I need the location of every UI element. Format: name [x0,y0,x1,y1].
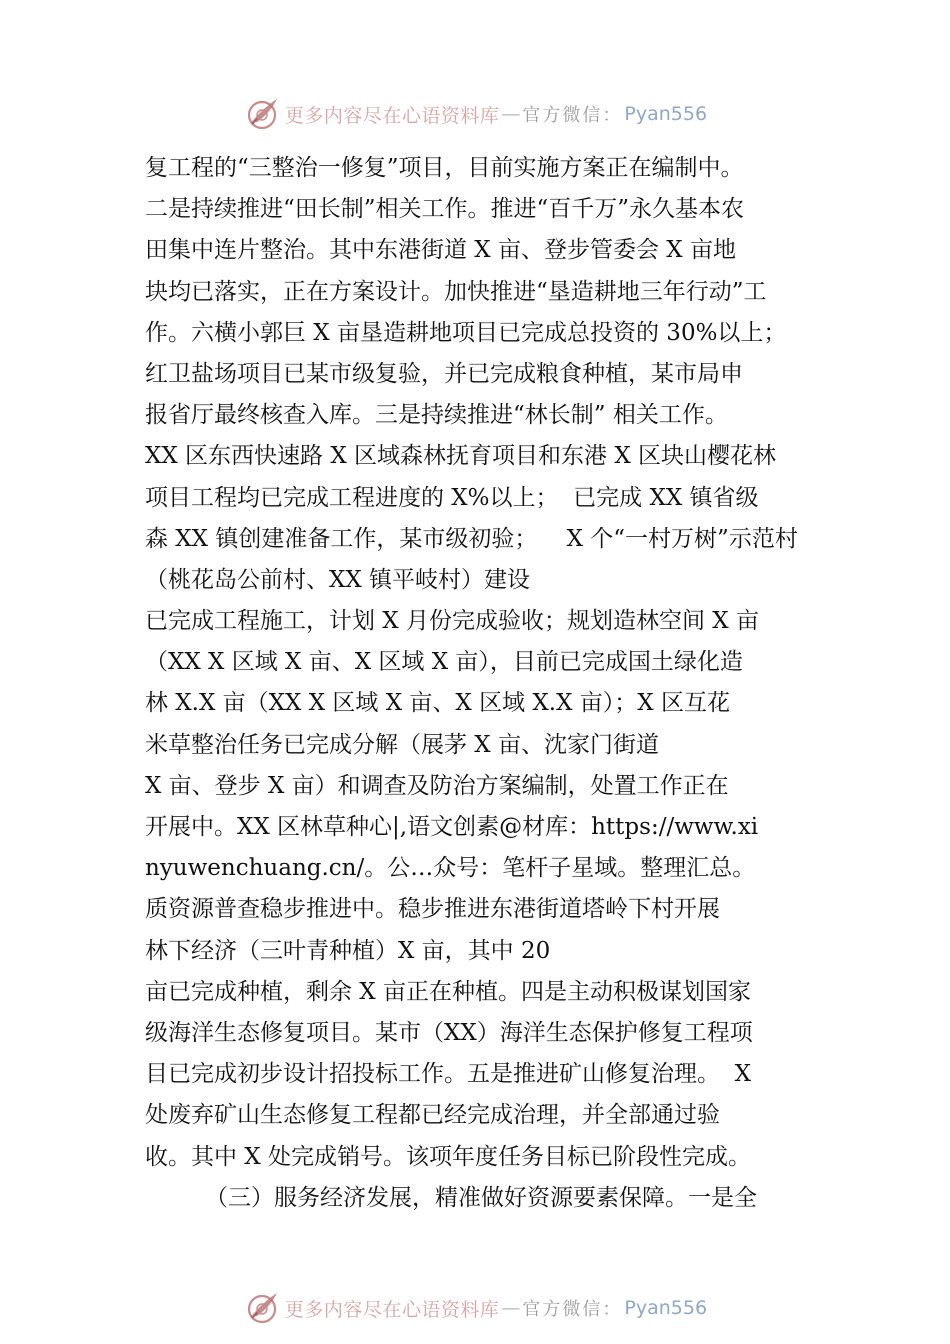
text-line-7: 报省厅最终核查入库。三是持续推进“林长制” 相关工作。 [145,402,728,429]
text-line-23: 目已完成初步设计招投标工作。五是推进矿山修复治理。 X [145,1061,751,1088]
banner-brand-text: 更多内容尽在心语资料库 [284,1298,500,1321]
document-body [145,148,845,1219]
text-line-18: nyuwenchuang.cn/。公…众号：笔杆子星域。整理汇总。 [145,855,756,882]
section-heading-3: （三）服务经济发展，精准做好资源要素保障。一是全 [205,1184,757,1211]
text-line-5: 作。六横小郭巨 X 亩垦造耕地项目已完成总投资的 30%以上； [145,319,787,346]
quill-pen-logo-icon [243,95,281,133]
text-line-12: 已完成工程施工，计划 X 月份完成验收；规划造林空间 X 亩 [145,608,759,635]
text-line-14: 林 X.X 亩（XX X 区域 X 亩、X 区域 X.X 亩）；X 区互花 [145,690,730,717]
banner-separator: — [501,1297,521,1319]
text-line-22: 级海洋生态修复项目。某市（XX）海洋生态保护修复工程项 [145,1019,753,1046]
text-line-15: 米草整治任务已完成分解（展茅 X 亩、沈家门街道 [145,731,659,758]
banner-brand-text: 更多内容尽在心语资料库 [284,104,500,127]
text-line-19: 质资源普查稳步推进中。稳步推进东港街道塔岭下村开展 [145,896,720,923]
text-line-21: 亩已完成种植，剩余 X 亩正在种植。四是主动积极谋划国家 [145,978,751,1005]
banner-separator: — [501,103,521,125]
banner-official-label: 官方微信： [522,105,623,126]
text-line-24: 处废弃矿山生态修复工程都已经完成治理，并全部通过验 [145,1102,720,1129]
banner-account-id: Pyan556 [624,1297,708,1319]
quill-pen-logo-icon [243,1289,281,1327]
text-line-8: XX 区东西快速路 X 区域森林抚育项目和东港 X 区块山樱花林 [145,443,777,470]
text-line-11: （桃花岛公前村、XX 镇平岐村）建设 [145,566,531,593]
text-line-6: 红卫盐场项目已某市级复验，并已完成粮食种植，某市局申 [145,360,743,387]
banner-official-label: 官方微信： [522,1299,623,1320]
text-line-3: 田集中连片整治。其中东港街道 X 亩、登步管委会 X 亩地 [145,237,736,264]
text-line-10: 森 XX 镇创建准备工作，某市级初验； X 个“一村万树”示范村 [145,525,798,552]
text-line-13: （XX X 区域 X 亩、X 区域 X 亩），目前已完成国土绿化造 [145,649,743,676]
text-line-20: 林下经济（三叶青种植）X 亩，其中 20 [145,937,551,964]
text-line-4: 块均已落实，正在方案设计。加快推进“垦造耕地三年行动”工 [145,278,767,305]
text-line-2: 二是持续推进“田长制”相关工作。推进“百千万”永久基本农 [145,196,745,223]
header-banner [0,94,950,134]
text-line-9: 项目工程均已完成工程进度的 X%以上； 已完成 XX 镇省级 [145,484,759,511]
text-line-17: 开展中。XX 区林草种心|,语文创素@材库：https://www.xi [145,814,759,840]
text-line-1: 复工程的“三整治一修复”项目，目前实施方案正在编制中。 [145,155,744,181]
text-line-16: X 亩、登步 X 亩）和调查及防治方案编制，处置工作正在 [145,772,729,799]
footer-banner [0,1288,950,1328]
text-line-25: 收。其中 X 处完成销号。该项年度任务目标已阶段性完成。 [145,1143,751,1170]
banner-account-id: Pyan556 [624,103,708,125]
